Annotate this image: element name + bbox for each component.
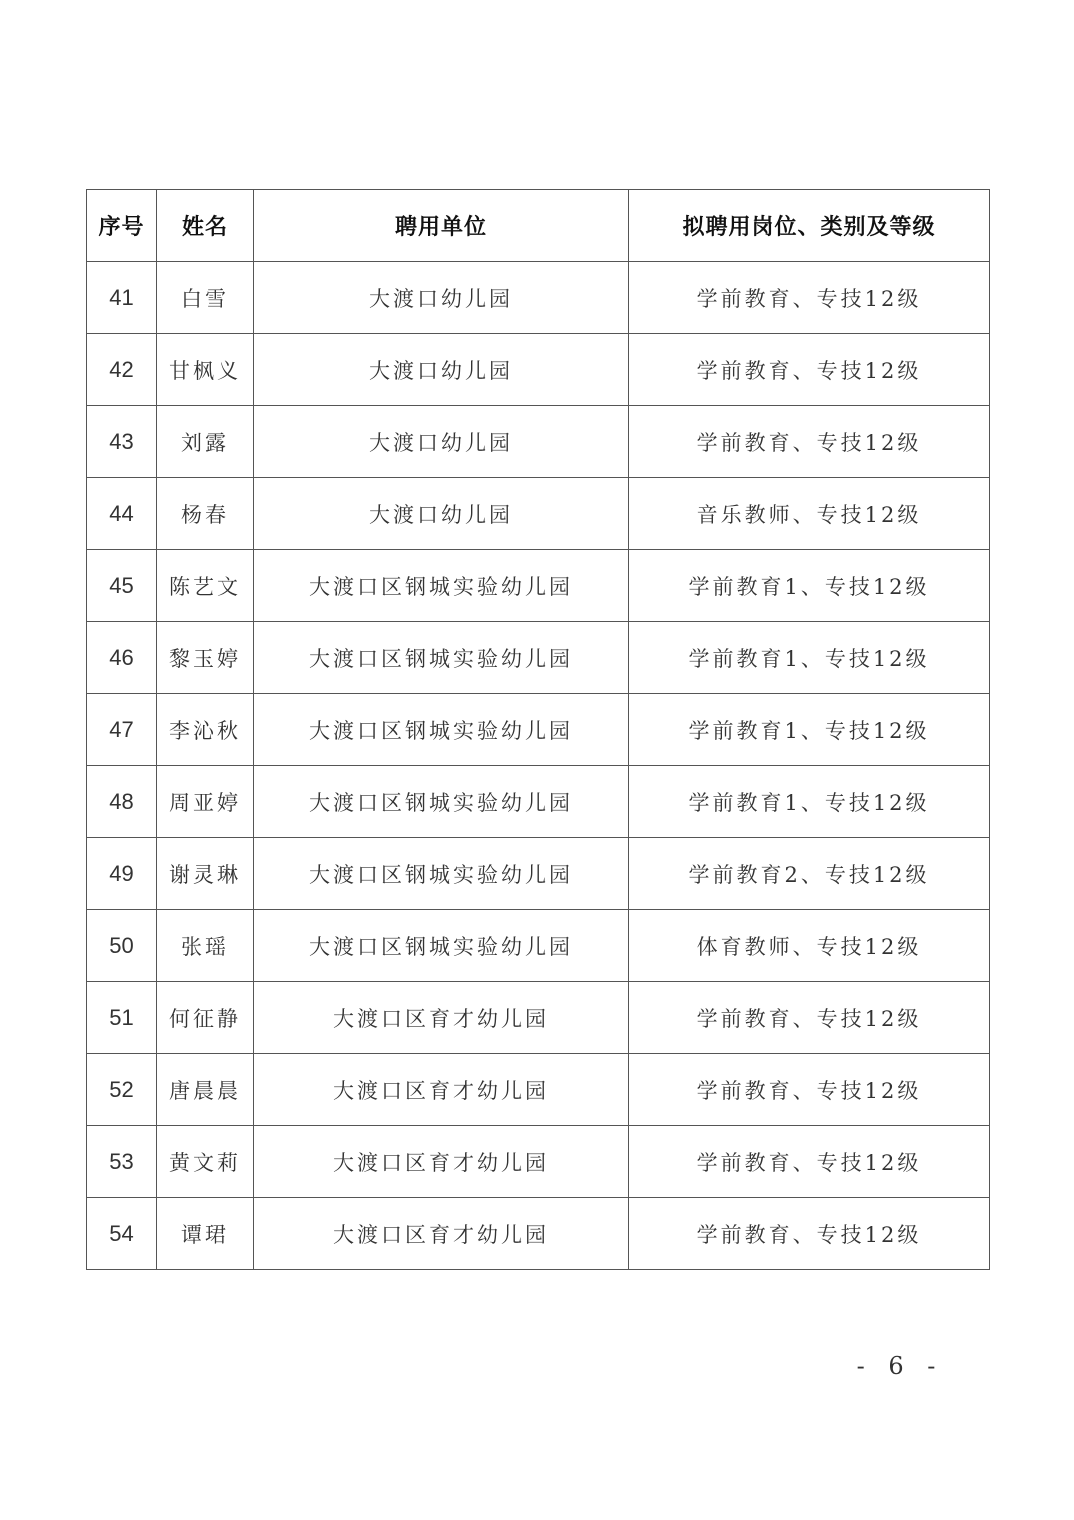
cell-employer: 大渡口区钢城实验幼儿园: [254, 550, 629, 622]
cell-serial: 46: [87, 622, 157, 694]
cell-name: 刘露: [157, 406, 254, 478]
cell-serial: 51: [87, 982, 157, 1054]
cell-position: 学前教育、专技12级: [629, 1054, 990, 1126]
cell-employer: 大渡口区钢城实验幼儿园: [254, 766, 629, 838]
cell-employer: 大渡口幼儿园: [254, 334, 629, 406]
cell-serial: 48: [87, 766, 157, 838]
table-row: [87, 406, 990, 478]
cell-employer: 大渡口区钢城实验幼儿园: [254, 694, 629, 766]
cell-name: 谭珺: [157, 1198, 254, 1270]
cell-position: 音乐教师、专技12级: [629, 478, 990, 550]
table-row: [87, 622, 990, 694]
cell-name: 张瑶: [157, 910, 254, 982]
table-row: [87, 1054, 990, 1126]
cell-position: 学前教育1、专技12级: [629, 694, 990, 766]
cell-serial: 50: [87, 910, 157, 982]
table-row: [87, 766, 990, 838]
table-row: [87, 262, 990, 334]
table-row: [87, 550, 990, 622]
cell-serial: 44: [87, 478, 157, 550]
cell-position: 学前教育1、专技12级: [629, 622, 990, 694]
cell-serial: 52: [87, 1054, 157, 1126]
cell-name: 谢灵琳: [157, 838, 254, 910]
page-number: - 6 -: [856, 1352, 944, 1380]
cell-name: 李沁秋: [157, 694, 254, 766]
cell-name: 周亚婷: [157, 766, 254, 838]
cell-name: 黄文莉: [157, 1126, 254, 1198]
cell-position: 体育教师、专技12级: [629, 910, 990, 982]
cell-name: 唐晨晨: [157, 1054, 254, 1126]
cell-employer: 大渡口区育才幼儿园: [254, 1126, 629, 1198]
table-row: [87, 1198, 990, 1270]
cell-name: 陈艺文: [157, 550, 254, 622]
cell-position: 学前教育、专技12级: [629, 982, 990, 1054]
cell-name: 甘枫义: [157, 334, 254, 406]
cell-employer: 大渡口区育才幼儿园: [254, 1054, 629, 1126]
cell-name: 白雪: [157, 262, 254, 334]
cell-position: 学前教育、专技12级: [629, 334, 990, 406]
cell-serial: 42: [87, 334, 157, 406]
header-employer: 聘用单位: [254, 190, 629, 262]
table-row: [87, 694, 990, 766]
table-row: [87, 910, 990, 982]
appointment-table: [86, 189, 990, 1270]
cell-position: 学前教育、专技12级: [629, 1198, 990, 1270]
cell-employer: 大渡口区育才幼儿园: [254, 982, 629, 1054]
cell-serial: 43: [87, 406, 157, 478]
cell-serial: 54: [87, 1198, 157, 1270]
cell-employer: 大渡口幼儿园: [254, 262, 629, 334]
cell-name: 黎玉婷: [157, 622, 254, 694]
cell-position: 学前教育2、专技12级: [629, 838, 990, 910]
cell-serial: 49: [87, 838, 157, 910]
cell-employer: 大渡口幼儿园: [254, 478, 629, 550]
cell-serial: 45: [87, 550, 157, 622]
cell-serial: 41: [87, 262, 157, 334]
table-row: [87, 334, 990, 406]
cell-position: 学前教育、专技12级: [629, 262, 990, 334]
cell-serial: 53: [87, 1126, 157, 1198]
cell-name: 何征静: [157, 982, 254, 1054]
cell-position: 学前教育、专技12级: [629, 406, 990, 478]
header-serial: 序号: [87, 190, 157, 262]
cell-employer: 大渡口区钢城实验幼儿园: [254, 838, 629, 910]
cell-position: 学前教育1、专技12级: [629, 766, 990, 838]
cell-employer: 大渡口区钢城实验幼儿园: [254, 622, 629, 694]
cell-employer: 大渡口幼儿园: [254, 406, 629, 478]
table-row: [87, 478, 990, 550]
cell-position: 学前教育1、专技12级: [629, 550, 990, 622]
header-name: 姓名: [157, 190, 254, 262]
table-row: [87, 838, 990, 910]
cell-serial: 47: [87, 694, 157, 766]
table-header-row: [87, 190, 990, 262]
cell-employer: 大渡口区育才幼儿园: [254, 1198, 629, 1270]
cell-position: 学前教育、专技12级: [629, 1126, 990, 1198]
cell-name: 杨春: [157, 478, 254, 550]
table-row: [87, 1126, 990, 1198]
cell-employer: 大渡口区钢城实验幼儿园: [254, 910, 629, 982]
table-row: [87, 982, 990, 1054]
header-position: 拟聘用岗位、类别及等级: [629, 190, 990, 262]
